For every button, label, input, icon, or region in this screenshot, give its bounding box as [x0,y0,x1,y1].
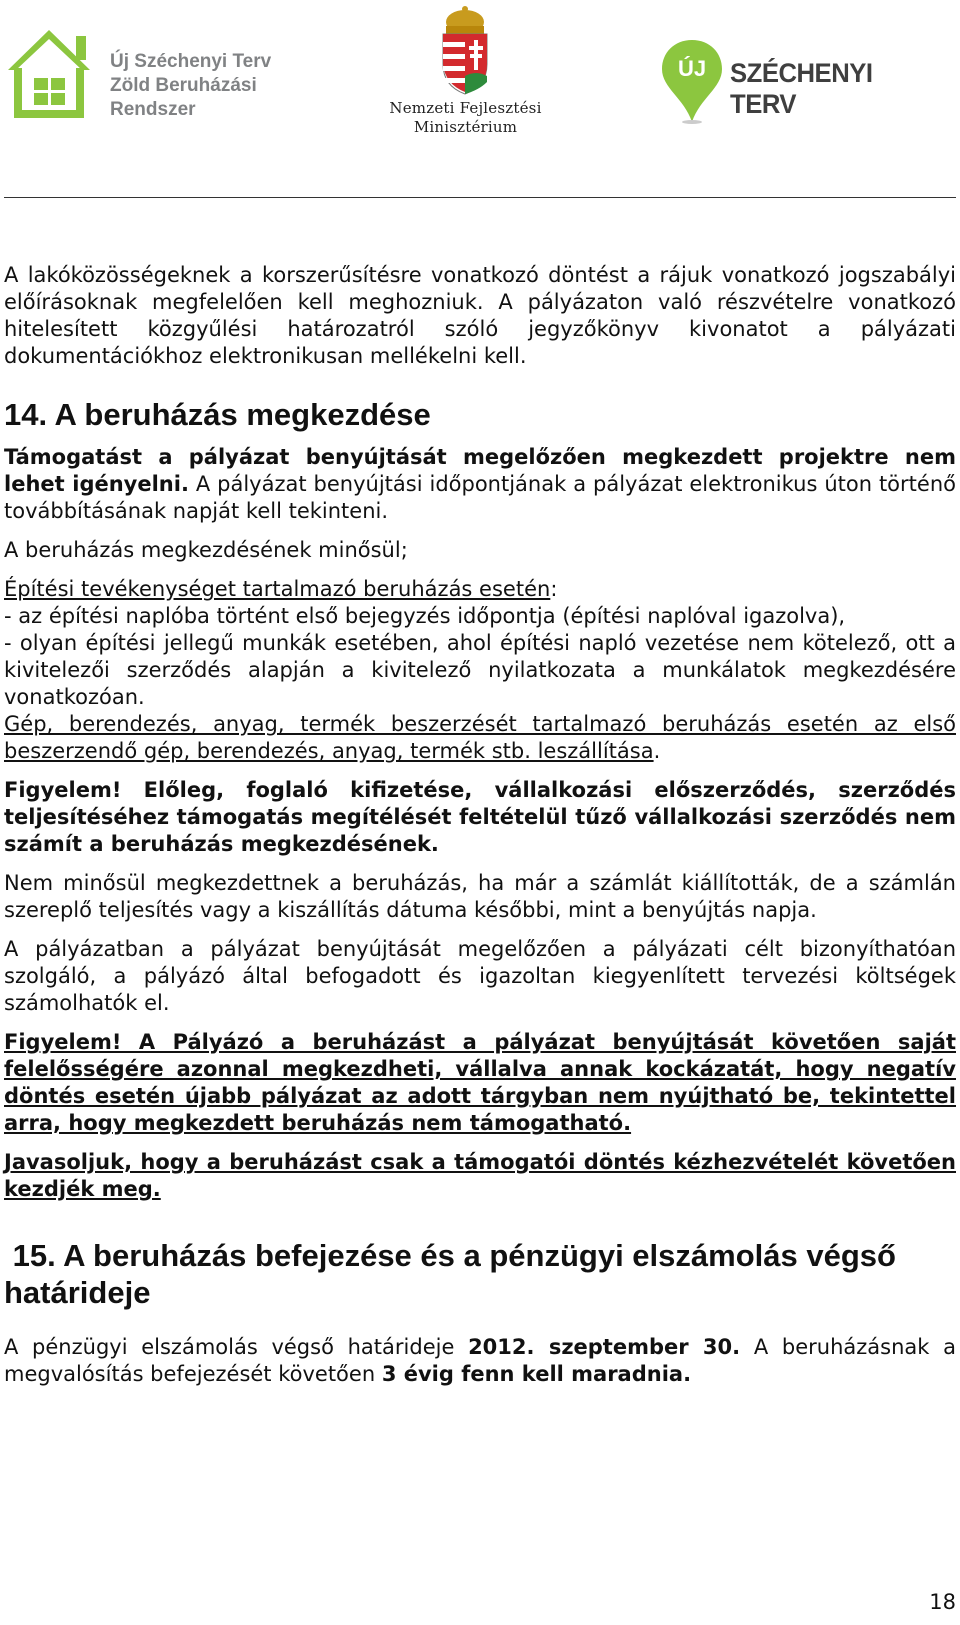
deadline-date: 2012. szeptember 30. [468,1335,741,1359]
statement-rest: A pályázat benyújtási időpontjának a pályázat elektronikus úton történő továbbításának napját kell tekinteni. [4,472,956,523]
zold-beruhazasi-rendszer-logo [4,22,304,132]
qualifies-line: A beruházás megkezdésének minősül; [4,538,408,562]
equipment-paragraph [4,711,956,765]
header-divider [4,197,956,198]
warning-paragraph: Figyelem! Előleg, foglaló kifizetése, vállalkozási előszerződés, szerződés teljesítéséhez támogatás megítélését feltételül tűző vállalkozási szerződés nem számít a beruházás megkezdésének. [4,778,956,856]
construction-heading [4,576,956,603]
equipment-period: . [653,739,661,763]
warning-underlined-paragraph: Figyelem! A Pályázó a beruházást a pályázat benyújtását követően saját felelősségére azonnal megkezdheti, vállalva annak kockázatát, hogy negatív döntés esetén újabb pályázat az adott tárgyban nem nyújtható be, tekintettel arra, hogy megkezdett beruházás nem támogatható. [4,1030,956,1135]
document-body [4,262,956,1388]
bold-statement: Támogatást a pályázat benyújtását megelőzően megkezdett projektre nem lehet igényelni. [4,445,956,496]
green-house-icon [4,22,104,122]
construction-heading-text: Építési tevékenységet tartalmazó beruházás esetén [4,577,551,601]
pin-badge-text: ÚJ [677,56,707,81]
intro-paragraph: A lakóközösségeknek a korszerűsítésre vonatkozó döntést a rájuk vonatkozó jogszabályi előírásoknak megfelelően kell meghozniuk. A pályázaton való részvételre vonatkozó hitelesített közgyűlési határozatról szóló jegyzőkönyv kivonatot a pályázati dokumentációkhoz elektronikusan mellékelni kell. [4,263,956,368]
uj-szechenyi-terv-logo [660,38,950,128]
bullet-item: - az építési naplóba történt első bejegyzés időpontja (építési naplóval igazolva), [4,604,846,628]
mid-logo-line: Minisztérium [413,118,518,136]
section-14-heading: 14. A beruházás megkezdése [4,397,431,432]
construction-colon: : [550,577,558,601]
left-logo-line: Rendszer [110,99,196,120]
deadline-text-cont: A beruházásnak a megvalósítás befejezését követően [4,1335,956,1386]
mid-logo-line: Nemzeti Fejlesztési [389,99,542,117]
equipment-heading-text: Gép, berendezés, anyag, termék beszerzését tartalmazó beruházás esetén az első beszerzendő gép, berendezés, anyag, termék stb. leszállítása [4,712,956,763]
planning-costs-paragraph: A pályázatban a pályázat benyújtását megelőzően a pályázati célt bizonyíthatóan szolgáló, a pályázó által befogadott és igazoltan kiegyenlített tervezési költségek számolhatók el. [4,937,956,1015]
section-15-paragraph [4,1334,956,1388]
nemzeti-fejlesztesi-miniszterium-logo [373,4,558,139]
right-logo-text: SZÉCHENYI TERV [730,58,873,119]
maintenance-period: 3 évig fenn kell maradnia. [381,1362,692,1386]
left-logo-line: Új Széchenyi Terv [110,51,272,72]
left-logo-line: Zöld Beruházási [110,75,257,96]
not-started-paragraph: Nem minősül megkezdettnek a beruházás, ha már a számlát kiállították, de a számlán szereplő teljesítés vagy a kiszállítás dátuma későbbi, mint a benyújtás napja. [4,871,956,922]
section-14-paragraph [4,444,956,525]
bullet-item: - olyan építési jellegű munkák esetében, ahol építési napló vezetése nem kötelező, ott a kivitelezői szerződés alapján a kivitelező nyilatkozata a munkálatok megkezdésére vonatkozóan. [4,631,956,709]
recommendation-paragraph: Javasoljuk, hogy a beruházást csak a támogatói döntés kézhezvételét követően kezdjék meg. [4,1150,956,1201]
section-15-heading: 15. A beruházás befejezése és a pénzügyi elszámolás végső határideje [4,1238,905,1310]
page-header [0,0,960,160]
deadline-text: A pénzügyi elszámolás végső határideje [4,1335,469,1359]
coat-of-arms-icon [373,4,558,96]
page-number: 18 [929,1590,956,1614]
